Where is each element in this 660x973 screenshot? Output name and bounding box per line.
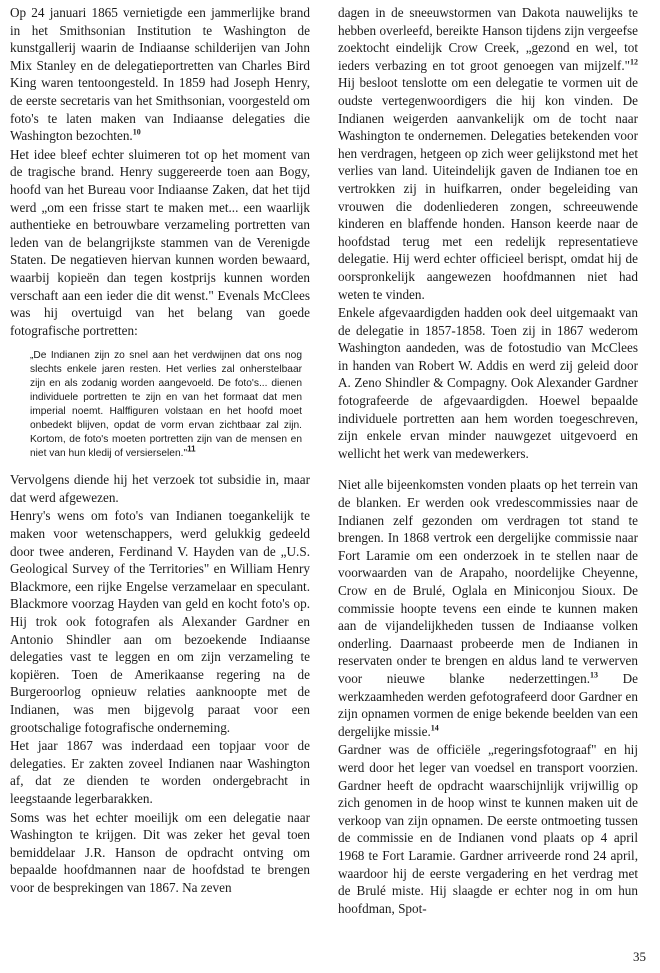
paragraph: Henry's wens om foto's van Indianen toegankelijk te maken voor wetenschappers, werd gelukkig gedeeld door twee anderen, Ferdinand V. Hayden van de „U.S. Geological Survey of the Territories" en William Henry Blackmore, een rijke Engelse verzamelaar en speculant. Blackmore voorzag Hayden van geld en kocht foto's op. Hij trok ook fotografen als Alexander Gardner en Antonio Shindler aan om bezoekende Indiaanse delegaties vast te leggen en om zijn verzameling te kopiëren. Toen de Amerikaanse regering na de Burgeroorlog opnieuw relaties aanknoopte met de Indianen, was men bijgevolg paraat voor een grootschalige fotografische onderneming. <box>10 508 310 735</box>
section-gap <box>338 462 638 476</box>
footnote-ref[interactable]: 14 <box>430 723 439 733</box>
paragraph: Enkele afgevaardigden hadden ook deel uitgemaakt van de delegatie in 1857-1858. Toen zij in 1867 wederom Washington aandeden, was de fotostudio van McClees in handen van Robert W. Addis en werd zij geleid door A. Zeno Shindler & Compagny. Ook Alexander Gardner fotografeerde de afgevaardigden. Hoewel bepaalde individuele portretten aan hem worden toegeschreven, zijn enkele ervan minder nauwgezet uitgevoerd en wellicht het werk van medewerkers. <box>338 305 638 461</box>
footnote-ref[interactable]: 13 <box>590 670 599 680</box>
page-number: 35 <box>633 949 646 964</box>
right-column <box>338 4 638 917</box>
block-quote: „De Indianen zijn zo snel aan het verdwijnen dat ons nog slechts enkele jaren resten. Het verlies zal onherstelbaar zijn en als zodanig worden aangevoeld. De foto's... dienen individuele portretten te zijn en van het formaat dat men imperial noemt. Halffiguren volstaan en het hoofd moet onbedekt blijven, opdat de vorm ervan zichtbaar zal zijn. Kortom, de foto's moeten portretten zijn van de mensen en niet van hun kledij of versierselen."$^{11}$ <box>30 350 302 460</box>
paragraph: dagen in de sneeuwstormen van Dakota nauwelijks te hebben overleefd, bereikte Hanson tijdens zijn vergeefse zoektocht eindelijk Crow Creek, „gezond en wel, tot ieders verbazing en tot groot genoegen van mijzelf."$^{12}$ Hij besloot tenslotte om een delegatie te vormen uit de oudste vertegenwoordigers die hij kon vinden. De Indianen weigerden aanvankelijk om de tocht naar Washington te ondernemen. Delegaties betekenden voor hen verdragen, hetgeen op zich weer gelijkstond met het verlies van land. Uiteindelijk gaven de Indianen toe en vertrokken zij in huifkarren, onder begeleiding van vrouwen die dodenliederen zongen, schreeuwende kinderen en blaffende honden. Hanson keerde naar de hoofdstad terug met een redelijk representatieve delegatie. Hij werd echter officieel berispt, omdat hij de oorspronkelijk aangewezen hoofdmannen niet had weten te vinden. <box>338 5 638 302</box>
footnote-ref[interactable]: 10 <box>132 127 141 137</box>
paragraph: Het jaar 1867 was inderdaad een topjaar voor de delegaties. Er zakten zoveel Indianen naar Washington af, dat ze dienden te worden ondergebracht in leegstaande legerbarakken. <box>10 738 310 806</box>
paragraph: Het idee bleef echter sluimeren tot op het moment van de tragische brand. Henry suggereerde toen aan Bogy, hoofd van het Bureau voor Indiaanse Zaken, dat het tijd werd „om een frisse start te maken met... een waarlijk authentieke en betrouwbare verzameling portretten van leden van de belangrijkste stammen van de Verenigde Staten. De negatieven hiervan kunnen worden bewaard, waarbij kopieën dan tegen kostprijs kunnen worden verschaft aan een ieder die dit wenst." Evenals McClees was hij overtuigd van het belang van goede fotografische portretten: <box>10 146 310 338</box>
paragraph: Vervolgens diende hij het verzoek tot subsidie in, maar dat werd afgewezen. <box>10 472 310 505</box>
left-column <box>10 4 310 897</box>
footnote-ref[interactable]: 12 <box>630 57 638 67</box>
paragraph: Niet alle bijeenkomsten vonden plaats op het terrein van de blanken. Er werden ook vredescommissies naar de Indianen zelf gezonden om verdragen tot stand te brengen. In 1868 vertrok een dergelijke commissie naar Fort Laramie om een onderzoek in te stellen naar de voorwaarden van de Arapaho, noordelijke Cheyenne, Crow en de Brulé, Oglala en Miniconjou Sioux. De commissie hoopte tevens een einde te kunnen maken aan de vijandelijkheden tussen de Indiaanse volken onderling. Daarnaast probeerde men de Indianen in reservaten onder te brengen en aldus land te verwerven voor nieuwe blanke nederzettingen.$^{13}$ De werkzaamheden werden gefotografeerd door Gardner en zijn opnamen vormen de enige bekende beelden van een dergelijke missie.$^{14}$ <box>338 477 638 739</box>
paragraph: Op 24 januari 1865 vernietigde een jammerlijke brand in het Smithsonian Institution te Washington de kunstgallerij waarin de Indiaanse schilderijen van John Mix Stanley en de delegatieportretten van Charles Bird King waren tentoongesteld. In 1859 had Joseph Henry, de eerste secretaris van het Smithsonian, voorgesteld om foto's te laten maken van Indiaanse delegaties die Washington bezochten.$^{10}$ <box>10 5 310 144</box>
paragraph: Gardner was de officiële „regeringsfotograaf" en hij werd door het leger van voedsel en transport voorzien. Gardner heeft de opdracht waarschijnlijk vrijwillig op zich genomen in de hoop winst te kunnen maken uit de verkoop van zijn opnamen. De eerste ontmoeting tussen de commissie en de Indianen vond plaats op 4 april 1968 te Fort Laramie. Gardner arriveerde rond 24 april, waardoor hij de eerste vergadering en het verdrag met de Brulé miste. Hij slaagde er echter nog in om hun hoofdman, Spot- <box>338 742 638 916</box>
footnote-ref[interactable]: 11 <box>187 444 196 454</box>
paragraph: Soms was het echter moeilijk om een delegatie naar Washington te krijgen. Dit was zeker het geval toen bemiddelaar J.R. Hanson de opdracht ontving om bepaalde hoofdmannen naar de hoofdstad te brengen voor de besprekingen van 1867. Na zeven <box>10 809 310 895</box>
